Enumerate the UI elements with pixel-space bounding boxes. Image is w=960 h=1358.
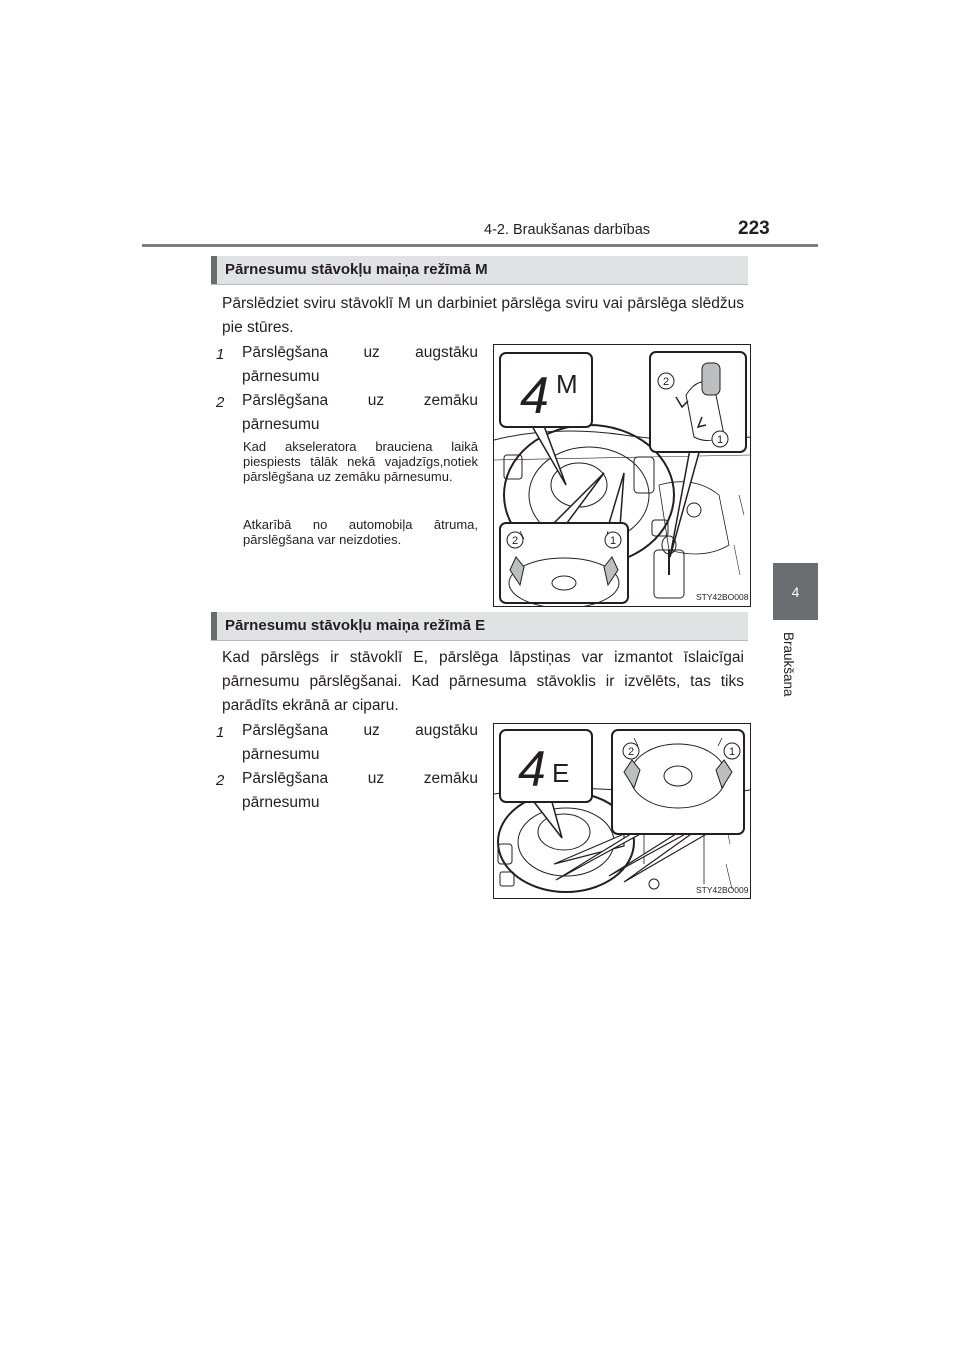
callout-2-shifter: 2 (662, 376, 670, 388)
running-header-section: 4-2. Braukšanas darbības (484, 222, 651, 238)
section-title-m: Pārnesumu stāvokļu maiņa režīmā M (225, 261, 488, 278)
callout-1-shifter: 1 (716, 434, 724, 446)
step-text: Pārslēgšana uz augstāku (242, 344, 478, 361)
display-gear-digit: 4 (518, 741, 546, 797)
section-title-e: Pārnesumu stāvokļu maiņa režīmā E (225, 617, 486, 634)
section-e-step-2 (216, 767, 478, 815)
step-text-cont: pārnesumu (242, 794, 320, 811)
figure-m-mode-shift (493, 344, 751, 607)
display-mode-letter: M (556, 369, 578, 399)
callout-1-paddle: 1 (728, 746, 736, 758)
callout-2-paddle: 2 (511, 535, 519, 547)
step-number-badge: 1 (216, 346, 225, 363)
section-m-note-2: Atkarībā no automobiļa ātruma, pārslēgšana var neizdoties. (243, 517, 478, 547)
step-text-cont: pārnesumu (242, 746, 320, 763)
header-divider (142, 244, 818, 247)
step-number-badge: 2 (216, 772, 225, 789)
callout-2-paddle: 2 (627, 746, 635, 758)
section-m-step-1 (216, 341, 478, 389)
figure-code: STY42BO009 (696, 885, 749, 895)
step-number-badge: 2 (216, 394, 225, 411)
page-number: 223 (738, 218, 770, 239)
step-text: Pārslēgšana uz augstāku (242, 722, 478, 739)
figure-e-illustration (494, 724, 750, 898)
section-m-step-2 (216, 389, 478, 437)
step-text-cont: pārnesumu (242, 368, 320, 385)
step-text-cont: pārnesumu (242, 416, 320, 433)
step-text: Pārslēgšana uz zemāku (242, 392, 478, 409)
section-m-intro: Pārslēdziet sviru stāvoklī M un darbiniet pārslēga sviru vai pārslēga slēdžus pie stūres. (222, 295, 744, 336)
display-gear-digit: 4 (520, 367, 549, 425)
callout-1-paddle: 1 (609, 535, 617, 547)
section-heading-e (211, 612, 748, 641)
chapter-number: 4 (791, 583, 800, 600)
step-text: Pārslēgšana uz zemāku (242, 770, 478, 787)
section-e-step-1 (216, 719, 478, 767)
figure-e-mode-shift (493, 723, 751, 899)
step-number-badge: 1 (216, 724, 225, 741)
chapter-label: Braukšana (781, 632, 796, 697)
display-mode-letter: E (552, 758, 570, 788)
figure-m-illustration (494, 345, 750, 606)
section-m-note-1: Kad akseleratora brauciena laikā piespiests tālāk nekā vajadzīgs,notiek pārslēgšana uz zemāku pārnesumu. (243, 439, 478, 484)
figure-code: STY42BO008 (696, 592, 749, 602)
section-e-intro: Kad pārslēgs ir stāvoklī E, pārslēga lāpstiņas var izmantot īslaicīgai pārnesumu pārslēgšanai. Kad pārnesuma stāvoklis ir izvēlēts, tas tiks parādīts ekrānā ar ciparu. (222, 649, 744, 714)
chapter-tab (773, 563, 818, 620)
section-heading-m (211, 256, 748, 285)
